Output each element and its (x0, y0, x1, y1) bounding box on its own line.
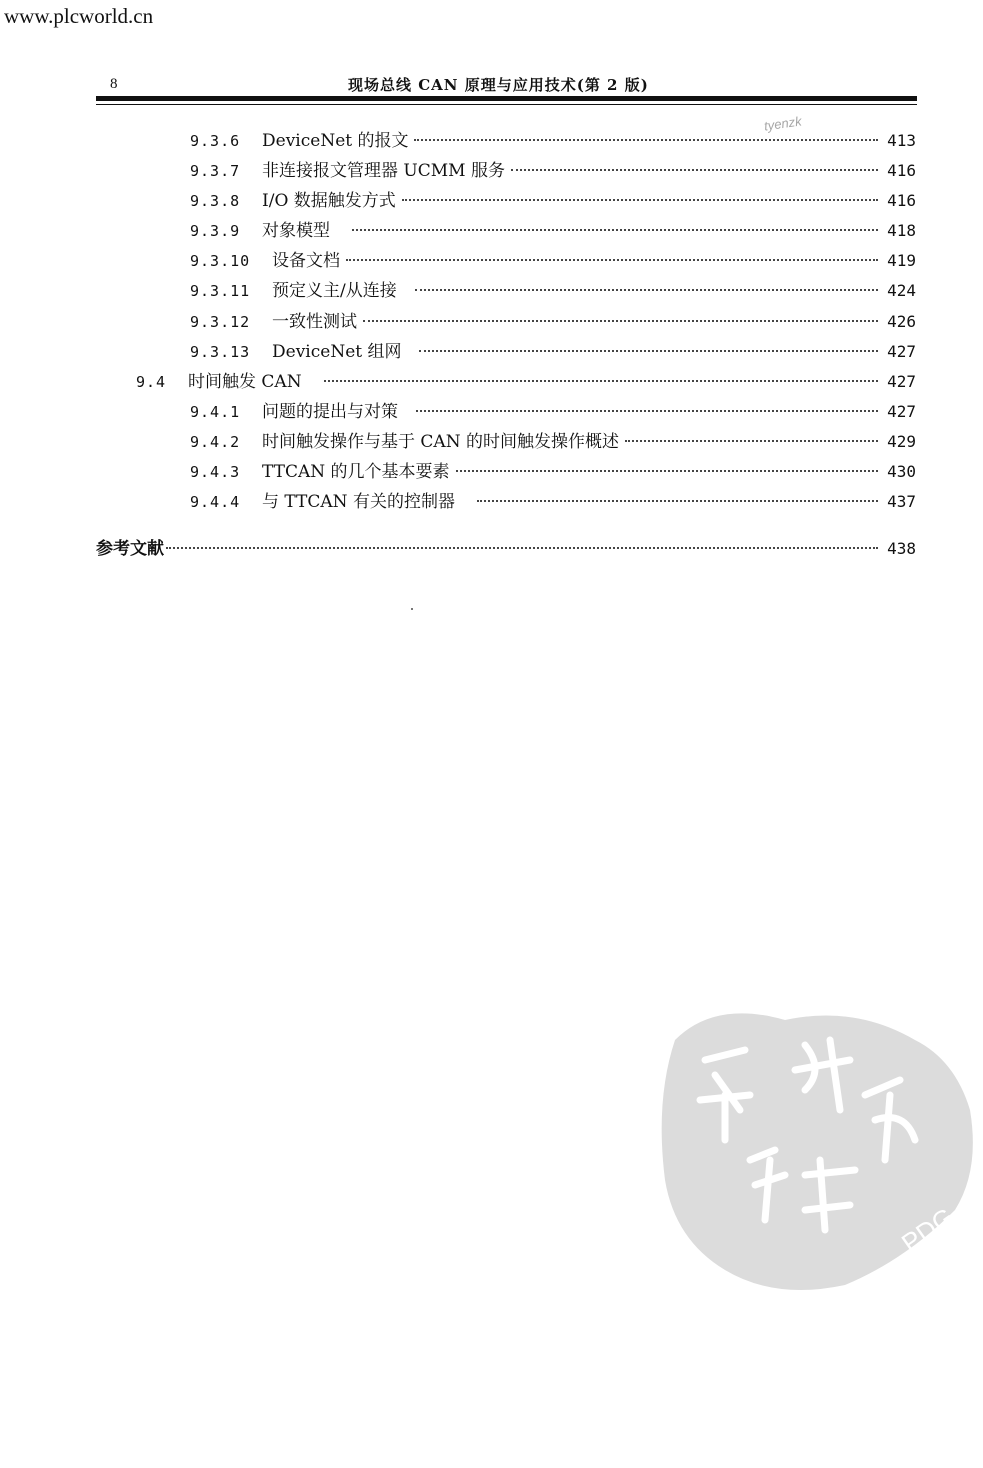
toc-page: 427 (887, 402, 916, 421)
toc-page: 416 (887, 161, 916, 180)
toc-entry[interactable] (136, 367, 916, 391)
toc-leader (324, 380, 878, 382)
toc-number: 9.4.2 (190, 433, 241, 451)
toc-title: 与 TTCAN 有关的控制器 (262, 492, 455, 512)
toc-number: 9.3.12 (190, 313, 251, 331)
toc-title: 非连接报文管理器 UCMM 服务 (262, 161, 505, 181)
toc-title: I/O 数据触发方式 (262, 191, 396, 211)
page-header (96, 74, 917, 106)
watermark-text: tyenzk (763, 113, 803, 134)
toc-title: 参考文献 (96, 539, 164, 559)
toc-page: 430 (887, 462, 916, 481)
toc-page: 418 (887, 221, 916, 240)
toc-number: 9.3.10 (190, 252, 251, 270)
toc-title: 对象模型 (262, 221, 330, 241)
toc-entry[interactable] (190, 337, 916, 361)
toc-number: 9.3.11 (190, 282, 251, 300)
toc-number: 9.3.7 (190, 162, 241, 180)
toc-number: 9.4.1 (190, 403, 241, 421)
seal-text: PDG (895, 1201, 960, 1259)
toc-title: 问题的提出与对策 (262, 402, 398, 422)
toc-entry[interactable] (190, 126, 916, 150)
toc-entry[interactable] (190, 487, 916, 511)
header-rule-thin (96, 104, 917, 105)
toc-leader (346, 259, 878, 261)
toc-entry[interactable] (190, 156, 916, 180)
toc-title: DeviceNet 组网 (272, 342, 402, 362)
toc-title: 时间触发操作与基于 CAN 的时间触发操作概述 (262, 432, 619, 452)
toc-entry[interactable] (190, 216, 916, 240)
toc-title: DeviceNet 的报文 (262, 131, 409, 151)
toc-number: 9.3.6 (190, 132, 241, 150)
toc-number: 9.4.4 (190, 493, 241, 511)
toc-title: 时间触发 CAN (188, 372, 302, 392)
toc-leader (419, 350, 878, 352)
toc-leader (625, 440, 878, 442)
toc-entry[interactable] (190, 397, 916, 421)
seal-stamp-icon (655, 1000, 983, 1300)
toc-number: 9.4.3 (190, 463, 241, 481)
toc-leader (477, 500, 878, 502)
toc-page: 416 (887, 191, 916, 210)
toc-title: 一致性测试 (272, 312, 357, 332)
toc-number: 9.3.9 (190, 222, 241, 240)
toc-leader (414, 139, 878, 141)
speck (411, 608, 413, 610)
toc-entry[interactable] (190, 246, 916, 270)
site-url: www.plcworld.cn (4, 4, 154, 28)
toc-title: TTCAN 的几个基本要素 (262, 462, 450, 482)
toc-title: 预定义主/从连接 (272, 281, 397, 301)
toc-number: 9.3.13 (190, 343, 251, 361)
toc-page: 429 (887, 432, 916, 451)
toc-title: 设备文档 (272, 251, 340, 271)
toc-leader (511, 169, 878, 171)
toc-page: 413 (887, 131, 916, 150)
toc-leader (352, 229, 878, 231)
toc-page: 427 (887, 372, 916, 391)
toc-number: 9.4 (136, 373, 167, 391)
toc-number: 9.3.8 (190, 192, 241, 210)
toc-leader (416, 410, 878, 412)
toc-leader (456, 470, 878, 472)
toc-entry-references[interactable] (96, 534, 916, 558)
running-title: 现场总线 CAN 原理与应用技术(第 2 版) (348, 76, 649, 94)
toc-entry[interactable] (190, 427, 916, 451)
toc-leader (402, 199, 878, 201)
toc-entry[interactable] (190, 307, 916, 331)
page-number: 8 (110, 76, 118, 92)
toc-leader (166, 547, 878, 549)
toc-entry[interactable] (190, 186, 916, 210)
toc-page: 438 (887, 539, 916, 558)
toc-leader (415, 289, 878, 291)
toc-leader (363, 320, 878, 322)
toc-page: 426 (887, 312, 916, 331)
toc-entry[interactable] (190, 276, 916, 300)
toc-entry[interactable] (190, 457, 916, 481)
toc-page: 427 (887, 342, 916, 361)
toc-page: 424 (887, 281, 916, 300)
toc-page: 419 (887, 251, 916, 270)
header-rule-thick (96, 96, 917, 101)
toc-page: 437 (887, 492, 916, 511)
